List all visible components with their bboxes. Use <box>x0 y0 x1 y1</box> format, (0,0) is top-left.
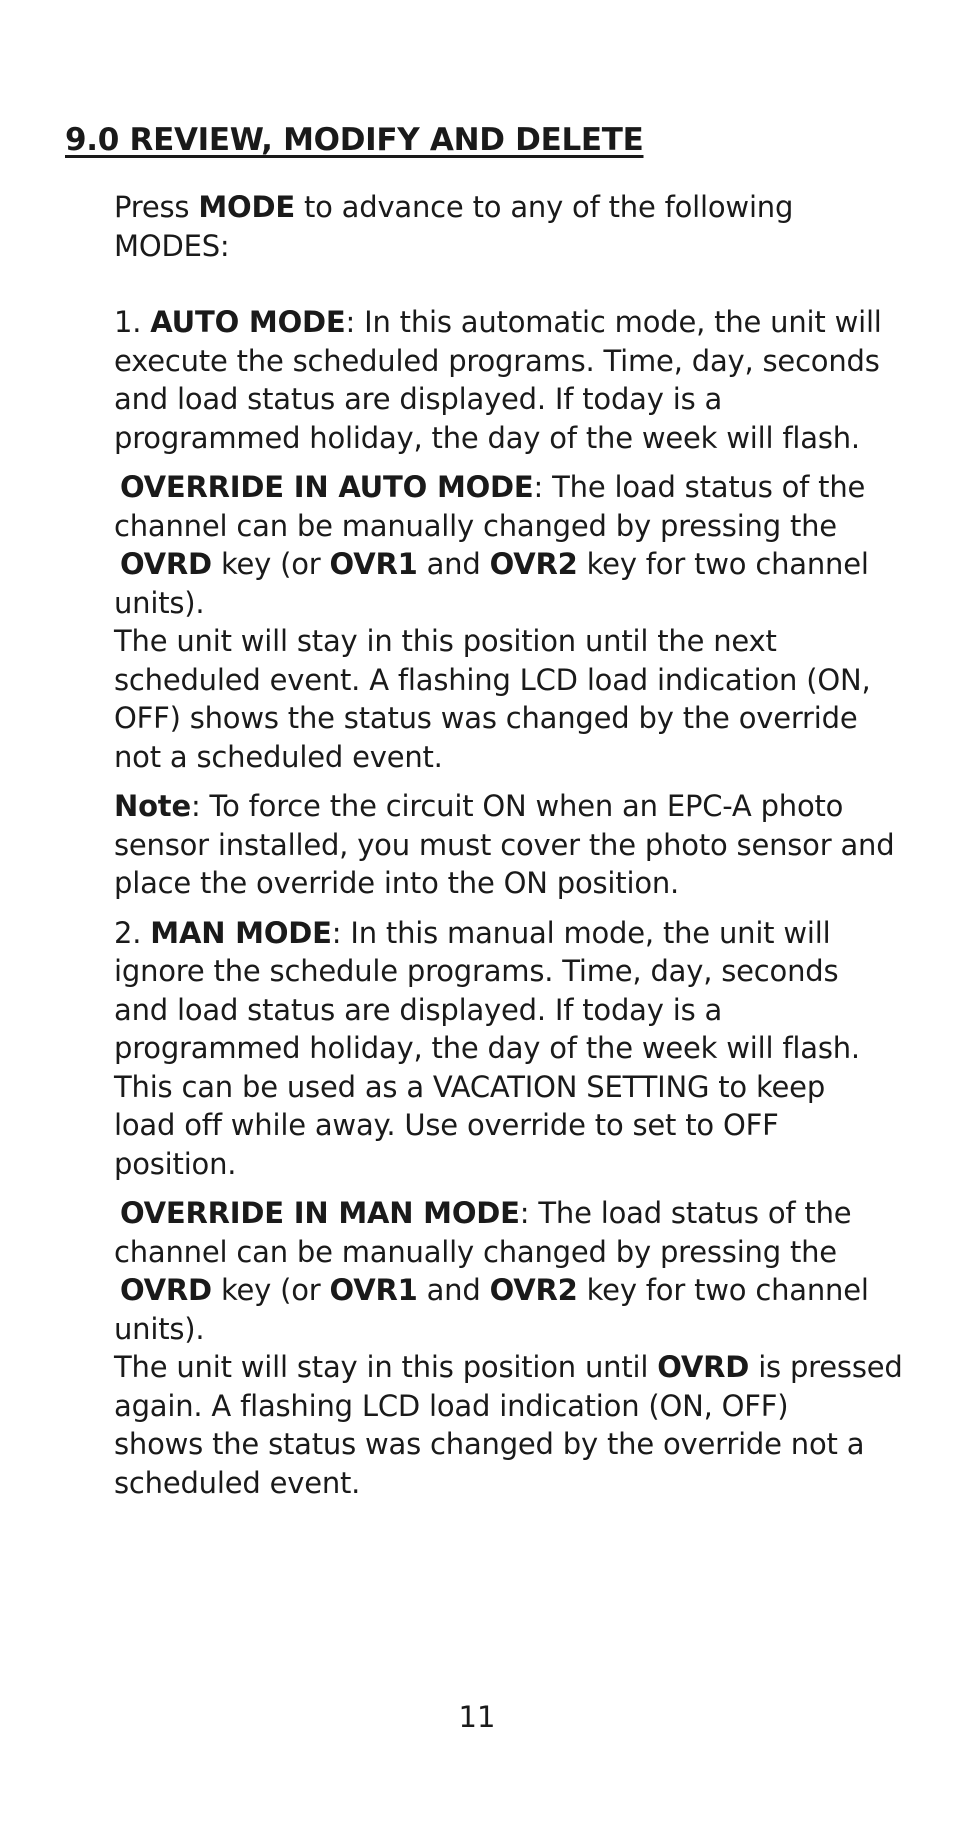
section-body <box>114 188 904 1502</box>
override-man-term: OVERRIDE IN MAN MODE <box>120 1196 520 1230</box>
ovrd-key-term: OVRD <box>120 1273 212 1307</box>
ovrd-key-term: OVRD <box>120 547 212 581</box>
override-auto-term: OVERRIDE IN AUTO MODE <box>120 470 534 504</box>
auto-mode-paragraph: 1. AUTO MODE: In this automatic mode, the unit will execute the scheduled programs. Time, day, seconds and load status are displayed. If today is a programmed holiday, the day of the week will flash. <box>114 305 882 455</box>
ovr2-key-term: OVR2 <box>489 547 578 581</box>
override-man-paragraph: OVERRIDE IN MAN MODE: The load status of the channel can be manually changed by pressing the OVRD key (or OVR1 and OVR2 key for two channel units). The unit will stay in this position until OVRD is pressed again. A flashing LCD load indication (ON, OFF) shows the status was changed by the override not a scheduled event. <box>114 1196 903 1500</box>
ovr2-key-term: OVR2 <box>489 1273 578 1307</box>
ovr1-key-term: OVR1 <box>329 1273 418 1307</box>
page-number: 11 <box>458 1700 496 1734</box>
ovrd-key-term: OVRD <box>657 1350 750 1384</box>
override-auto-paragraph: OVERRIDE IN AUTO MODE: The load status of the channel can be manually changed by pressing the OVRD key (or OVR1 and OVR2 key for two channel units). The unit will stay in this position until the next scheduled event. A flashing LCD load indication (ON, OFF) shows the status was changed by the override not a scheduled event. <box>114 470 871 774</box>
note-paragraph: Note: To force the circuit ON when an EPC-A photo sensor installed, you must cover the photo sensor and place the override into the ON position. <box>114 789 895 900</box>
intro-paragraph: Press MODE to advance to any of the following MODES: <box>114 190 794 263</box>
ovr1-key-term: OVR1 <box>329 547 418 581</box>
note-term: Note <box>114 789 191 823</box>
section-heading: 9.0 REVIEW, MODIFY AND DELETE <box>65 122 644 158</box>
man-mode-term: MAN MODE <box>150 915 332 950</box>
man-mode-paragraph: 2. MAN MODE: In this manual mode, the unit will ignore the schedule programs. Time, day, seconds and load status are displayed. If today is a programmed holiday, the day of the week will flash. This can be used as a VACATION SETTING to keep load off while away. Use override to set to OFF position. <box>114 915 860 1181</box>
mode-key-term: MODE <box>198 190 295 224</box>
auto-mode-term: AUTO MODE <box>150 305 346 339</box>
